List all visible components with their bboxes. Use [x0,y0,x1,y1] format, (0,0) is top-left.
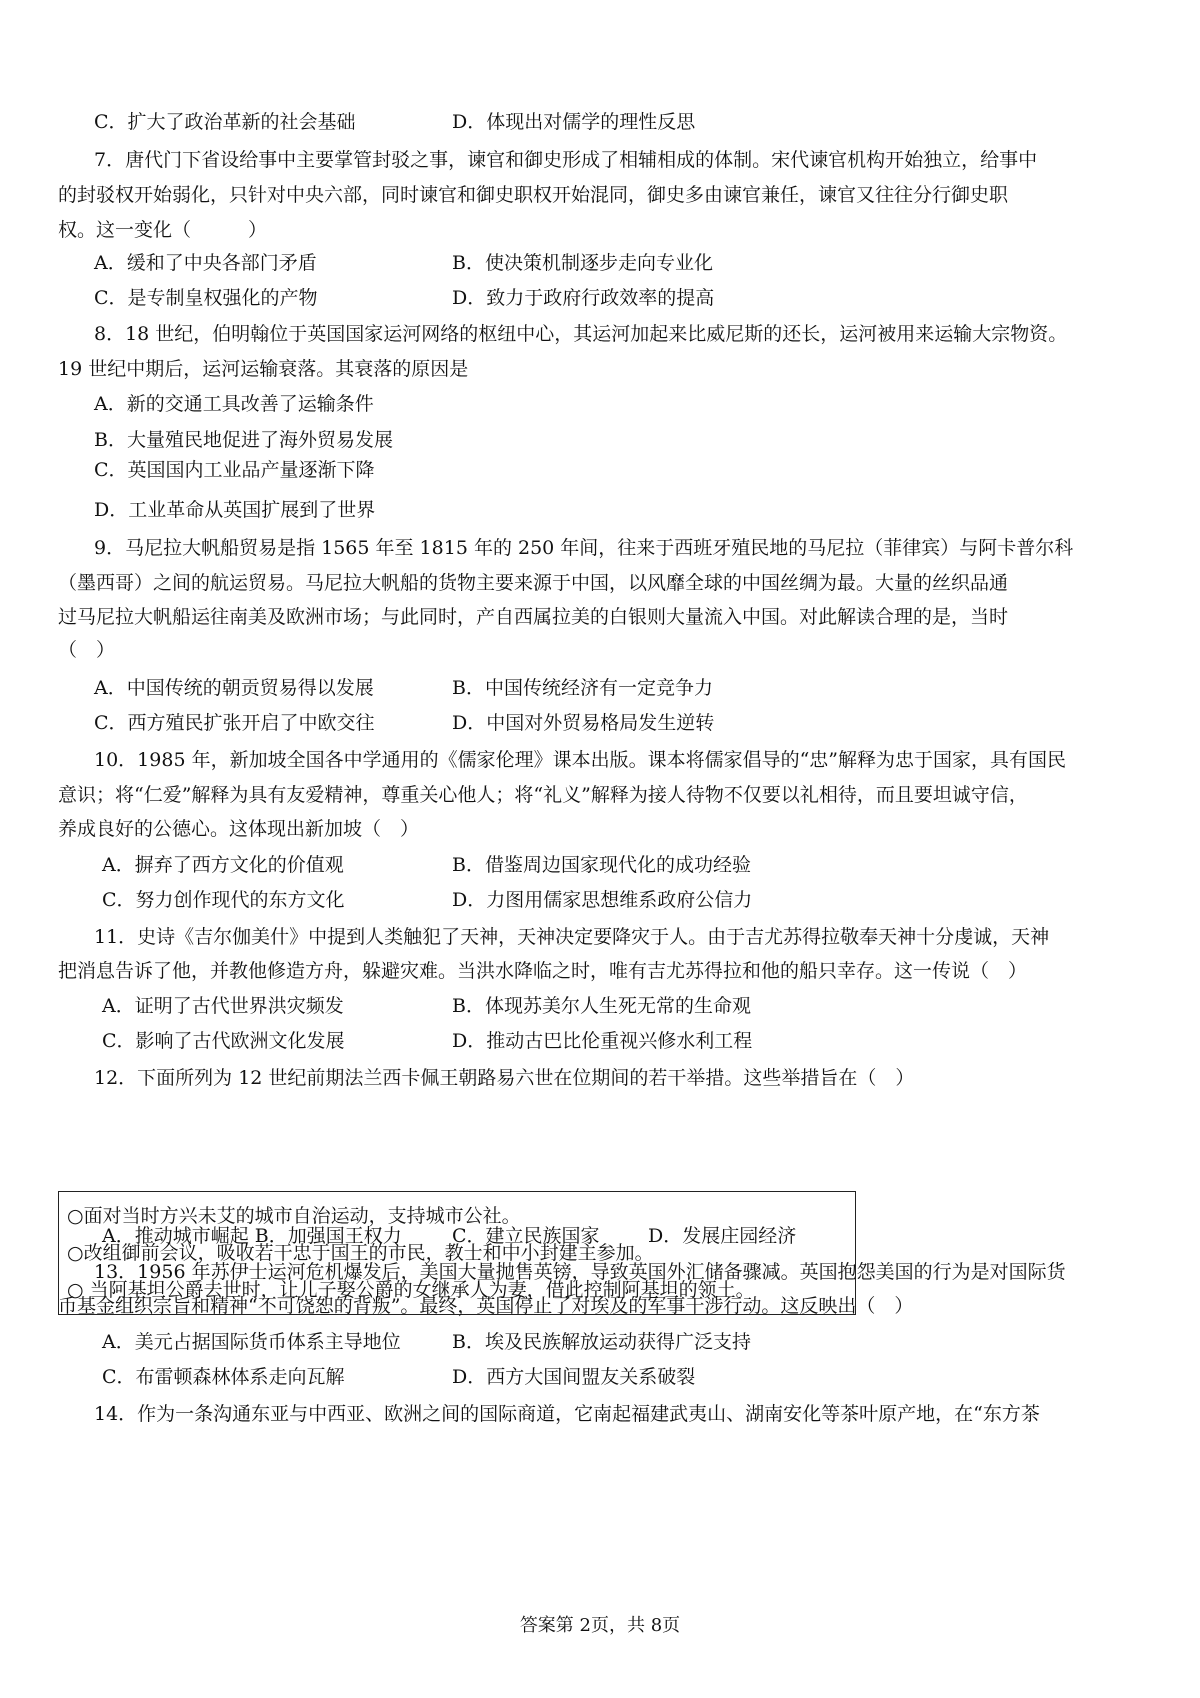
q9-option-c: C．西方殖民扩张开启了中欧交往 [94,712,375,734]
q10-option-a: A．摒弃了西方文化的价值观 [102,854,344,876]
q9-stem-line-2: （墨西哥）之间的航运贸易。马尼拉大帆船的货物主要来源于中国，以风靡全球的中国丝绸为最。大量的丝织品通 [58,572,1009,594]
q11-option-c: C．影响了古代欧洲文化发展 [102,1030,345,1052]
q7-stem-line-1: 7．唐代门下省设给事中主要掌管封驳之事，谏官和御史形成了相辅相成的体制。宋代谏官机构开始独立，给事中 [94,149,1038,171]
q11-option-d: D．推动古巴比伦重视兴修水利工程 [452,1030,753,1052]
q11-stem-line-1: 11．史诗《吉尔伽美什》中提到人类触犯了天神，天神决定要降灾于人。由于吉尤苏得拉敬奉天神十分虔诚，天神 [94,926,1050,948]
q8-option-d: D．工业革命从英国扩展到了世界 [94,499,376,521]
q9-stem-line-1: 9．马尼拉大帆船贸易是指 1565 年至 1815 年的 250 年间，往来于西班牙殖民地的马尼拉（菲律宾）与阿卡普尔科 [94,537,1074,559]
q11-option-b: B．体现苏美尔人生死无常的生命观 [452,995,751,1017]
q12-option-d: D．发展庄园经济 [648,1225,797,1247]
q9-stem-line-4: （ ） [58,639,116,661]
q12-option-c: C．建立民族国家 [452,1225,600,1247]
q14-stem-line-1: 14．作为一条沟通东亚与中西亚、欧洲之间的国际商道，它南起福建武夷山、湖南安化等茶叶原产地，在“东方茶 [94,1403,1040,1425]
q10-option-c: C．努力创作现代的东方文化 [102,889,345,911]
q9-stem-line-3: 过马尼拉大帆船运往南美及欧洲市场；与此同时，产自西属拉美的白银则大量流入中国。对此解读合理的是，当时 [58,606,1009,628]
q11-stem-line-2: 把消息告诉了他，并教他修造方舟，躲避灾难。当洪水降临之时，唯有吉尤苏得拉和他的船只幸存。这一传说（ ） [58,960,1028,982]
q9-option-b: B．中国传统经济有一定竞争力 [452,677,713,699]
q10-stem-line-3: 养成良好的公德心。这体现出新加坡（ ） [58,818,420,840]
q10-option-b: B．借鉴周边国家现代化的成功经验 [452,854,751,876]
q13-stem-line-1: 13．1956 年苏伊士运河危机爆发后，美国大量抛售英镑，导致英国外汇储备骤减。英国抱怨美国的行为是对国际货 [94,1261,1066,1283]
q13-option-b: B．埃及民族解放运动获得广泛支持 [452,1331,751,1353]
q7-stem-line-3: 权。这一变化（ ） [58,219,268,241]
q11-option-a: A．证明了古代世界洪灾频发 [102,995,344,1017]
q6-option-c: C．扩大了政治革新的社会基础 [94,111,356,133]
q7-option-a: A．缓和了中央各部门矛盾 [94,252,317,274]
q7-option-c: C．是专制皇权强化的产物 [94,287,318,309]
q13-option-a: A．美元占据国际货币体系主导地位 [102,1331,401,1353]
q9-option-a: A．中国传统的朝贡贸易得以发展 [94,677,374,699]
q6-option-d: D．体现出对儒学的理性反思 [452,111,696,133]
q13-option-d: D．西方大国间盟友关系破裂 [452,1366,696,1388]
q10-stem-line-1: 10．1985 年，新加坡全国各中学通用的《儒家伦理》课本出版。课本将儒家倡导的“忠”解释为忠于国家，具有国民 [94,749,1066,771]
q8-option-c: C．英国国内工业品产量逐渐下降 [94,459,375,481]
q12-box-item-1: ○面对当时方兴未艾的城市自治运动，支持城市公社。 [67,1205,521,1227]
q12-box-item-2: ○改组御前会议，吸收若干忠于国王的市民，教士和中小封建主参加。 [67,1242,654,1264]
q8-option-b: B．大量殖民地促进了海外贸易发展 [94,429,393,451]
q13-option-c: C．布雷顿森林体系走向瓦解 [102,1366,345,1388]
q7-stem-line-2: 的封驳权开始弱化，只针对中央六部，同时谏官和御史职权开始混同，御史多由谏官兼任，谏官又往往分行御史职 [58,184,1009,206]
q8-option-a: A．新的交通工具改善了运输条件 [94,393,374,415]
q12-box-item-3: ○ 当阿基坦公爵去世时，让儿子娶公爵的女继承人为妻，借此控制阿基坦的领土。 [67,1279,755,1301]
q10-option-d: D．力图用儒家思想维系政府公信力 [452,889,753,911]
q7-option-b: B．使决策机制逐步走向专业化 [452,252,713,274]
q9-option-d: D．中国对外贸易格局发生逆转 [452,712,715,734]
page-footer: 答案第 2页，共 8页 [519,1615,681,1636]
q12-options-ab: A．推动城市崛起 B．加强国王权力 [102,1225,402,1247]
q10-stem-line-2: 意识；将“仁爱”解释为具有友爱精神，尊重关心他人；将“礼义”解释为接人待物不仅要以礼相待，而且要坦诚守信， [58,784,1028,806]
q13-stem-line-2: 币基金组织宗旨和精神“不可饶恕的背叛”。最终，英国停止了对埃及的军事干涉行动。这反映出（ ） [58,1295,914,1317]
q7-option-d: D．致力于政府行政效率的提高 [452,287,715,309]
q8-stem-line-1: 8．18 世纪，伯明翰位于英国国家运河网络的枢纽中心，其运河加起来比威尼斯的还长，运河被用来运输大宗物资。 [94,323,1068,345]
q12-stem-line-1: 12．下面所列为 12 世纪前期法兰西卡佩王朝路易六世在位期间的若干举措。这些举措旨在（ ） [94,1067,915,1089]
q8-stem-line-2: 19 世纪中期后，运河运输衰落。其衰落的原因是 [58,358,469,380]
